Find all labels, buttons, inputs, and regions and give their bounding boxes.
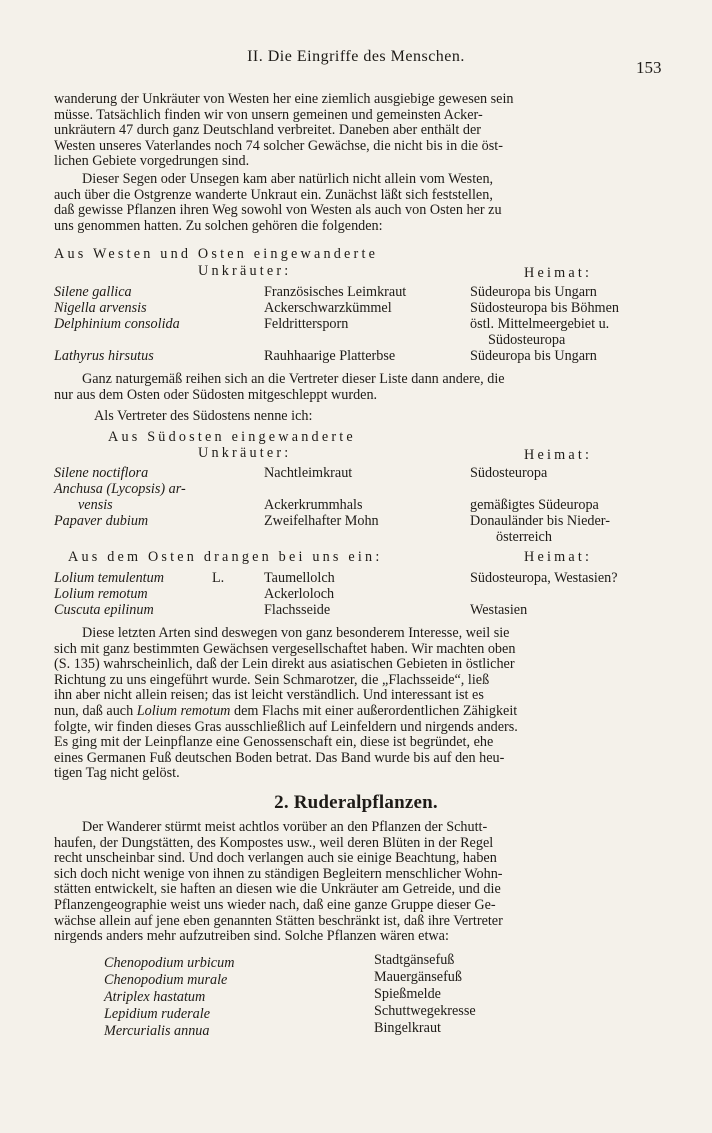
german-name: Ackerloloch	[264, 586, 335, 602]
text-line: auch über die Ostgrenze wanderte Unkraut ein. Zunächst läßt sich feststellen,	[54, 186, 493, 203]
text-line: nur aus dem Osten oder Südosten mitgeschleppt wurden.	[54, 386, 378, 403]
text-line: Dieser Segen oder Unsegen kam aber natürlich nicht allein vom Westen,	[82, 171, 494, 187]
paragraph-lolium	[54, 626, 664, 782]
latin-name: Lolium temulentum	[54, 570, 164, 586]
text-line: eines Germanen Fuß deutschen Boden betrat. Das Band wurde bis auf den heu-	[54, 749, 505, 766]
table-heading: Aus Südosten eingewanderte	[108, 429, 356, 445]
latin-name: Lathyrus hirsutus	[54, 348, 154, 364]
text-run: dem Flachs mit einer außerordentlichen Zähigkeit	[230, 702, 518, 719]
latin-name: Nigella arvensis	[54, 300, 147, 316]
german-name: Flachsseide	[264, 602, 331, 618]
table-row	[0, 285, 712, 301]
section-heading: 2. Ruderalpflanzen.	[274, 792, 438, 813]
german-name: Zweifelhafter Mohn	[264, 513, 379, 529]
page-number: 153	[636, 58, 662, 77]
latin-name: Chenopodium urbicum	[104, 955, 235, 971]
heimat: österreich	[496, 529, 552, 545]
paragraph-continuation	[54, 92, 664, 170]
heimat-label: Heimat:	[524, 549, 593, 565]
latin-name: Lepidium ruderale	[104, 1006, 211, 1022]
paragraph-ruderal	[54, 820, 664, 945]
text-line: sich mit ganz bestimmten Gewächsen vergesellschaftet haben. Wir machten oben	[54, 640, 516, 657]
paragraph-southeast	[54, 409, 664, 425]
latin-name: Lolium remotum	[54, 586, 148, 602]
text-line	[54, 704, 664, 720]
heimat: östl. Mittelmeergebiet u.	[470, 316, 610, 332]
table-row-continuation	[0, 530, 712, 546]
text-line: Als Vertreter des Südostens nenne ich:	[94, 408, 313, 424]
latin-name: Papaver dubium	[54, 513, 149, 529]
text-line: wächse allein auf jene eben genannten Stätten beschränkt ist, daß ihre Vertreter	[54, 912, 503, 929]
text-line: nirgends anders mehr aufzutreiben sind. Solche Pflanzen wären etwa:	[54, 928, 449, 945]
german-name: Stadtgänsefuß	[374, 952, 455, 968]
text-line: lichen Gebiete vorgedrungen sind.	[54, 153, 250, 170]
heimat: Südosteuropa, Westasien?	[470, 570, 618, 586]
text-line: stätten entwickelt, sie haften an diesen wie die Unkräuter am Getreide, und die	[54, 881, 501, 898]
latin-name: Lolium remotum	[136, 702, 231, 719]
text-line: daß gewisse Pflanzen ihren Weg sowohl von Westen als auch von Osten her zu	[54, 202, 502, 219]
text-line: Diese letzten Arten sind deswegen von ganz besonderem Interesse, weil sie	[82, 625, 510, 641]
table-heading: Aus dem Osten drangen bei uns ein:	[68, 549, 383, 565]
heimat: Westasien	[470, 602, 528, 618]
heimat: Südosteuropa	[470, 465, 548, 481]
table-row	[0, 603, 712, 619]
heimat-label: Heimat:	[524, 447, 593, 463]
latin-name: Atriplex hastatum	[104, 989, 206, 1005]
table-row	[0, 317, 712, 333]
running-title: II. Die Eingriffe des Menschen.	[247, 48, 465, 65]
paragraph-east-west	[54, 172, 664, 234]
heimat: gemäßigtes Südeuropa	[470, 497, 599, 513]
heimat: Südeuropa bis Ungarn	[470, 284, 597, 300]
latin-name: Silene noctiflora	[54, 465, 149, 481]
text-line: tigen Tag nicht gelöst.	[54, 765, 180, 782]
latin-name: Cuscuta epilinum	[54, 602, 154, 618]
text-line: uns genommen hatten. Zu solchen gehören die folgenden:	[54, 217, 383, 234]
table-row	[0, 466, 712, 482]
german-name: Schuttwegekresse	[374, 1003, 476, 1019]
text-line: Westen unseres Vaterlandes noch 74 solcher Gewächse, die nicht bis in die öst-	[54, 137, 503, 154]
text-line: Der Wanderer stürmt meist achtlos vorüber an den Pflanzen der Schutt-	[82, 819, 488, 835]
text-line: haufen, der Dungstätten, des Kompostes usw., weil deren Blüten in der Regel	[54, 834, 494, 851]
text-line: müsse. Tatsächlich finden wir von unsern gemeinen und gemeinsten Acker-	[54, 106, 483, 123]
table-row	[0, 349, 712, 365]
text-line: Richtung zu uns eingeführt wurde. Sein Schmarotzer, die „Flachsseide“, ließ	[54, 671, 490, 688]
german-name: Feldrittersporn	[264, 316, 349, 332]
table-row-continuation	[0, 333, 712, 349]
latin-name: Mercurialis annua	[104, 1023, 210, 1039]
text-line: recht unscheinbar sind. Und doch verlangen auch sie einige Beachtung, haben	[54, 850, 497, 867]
table-heading: Unkräuter:	[198, 445, 292, 461]
latin-name: Chenopodium murale	[104, 972, 228, 988]
text-line: (S. 135) wahrscheinlich, daß der Lein direkt aus asiatischen Gebieten in östlicher	[54, 656, 515, 673]
latin-name: Delphinium consolida	[54, 316, 180, 332]
table-row	[0, 482, 712, 498]
text-line: wanderung der Unkräuter von Westen her eine ziemlich ausgiebige gewesen sein	[54, 91, 514, 107]
german-name: Rauhhaarige Platterbse	[264, 348, 396, 364]
table-row	[0, 514, 712, 530]
german-name: Taumellolch	[264, 570, 335, 586]
german-name: Mauergänsefuß	[374, 969, 462, 985]
text-line: unkräutern 47 durch ganz Deutschland verbreitet. Daneben aber enthält der	[54, 122, 482, 139]
text-line: Pflanzengeographie weist uns wieder nach, daß eine ganze Gruppe dieser Ge-	[54, 896, 496, 913]
author-abbrev: L.	[212, 570, 225, 586]
german-name: Ackerkrummhals	[264, 497, 363, 513]
text-line: ihn aber nicht allein reisen; das ist leicht verständlich. Und interessant ist es	[54, 687, 484, 704]
german-name: Ackerschwarzkümmel	[264, 300, 392, 316]
german-name: Spießmelde	[374, 986, 441, 1002]
paragraph-southeast-intro	[54, 372, 664, 403]
table-heading: Unkräuter:	[198, 263, 292, 279]
german-name: Französisches Leimkraut	[264, 284, 407, 300]
heimat-label: Heimat:	[524, 265, 593, 281]
latin-name: Silene gallica	[54, 284, 132, 300]
text-line: Ganz naturgemäß reihen sich an die Vertreter dieser Liste dann andere, die	[82, 371, 505, 387]
heimat: Donauländer bis Nieder-	[470, 513, 610, 529]
table-row	[0, 587, 712, 603]
text-run: nun, daß auch	[54, 702, 137, 719]
german-name: Bingelkraut	[374, 1020, 441, 1036]
text-line: sich doch nicht wenige von ihnen zu ständigen Begleitern menschlicher Wohn-	[54, 865, 503, 882]
heimat: Südosteuropa bis Böhmen	[470, 300, 619, 316]
heimat: Südeuropa bis Ungarn	[470, 348, 597, 364]
table-row-continuation	[0, 498, 712, 514]
heimat: Südosteuropa	[488, 332, 566, 348]
latin-name: Anchusa (Lycopsis) ar-	[54, 481, 186, 497]
table-heading: Aus Westen und Osten eingewanderte	[54, 246, 379, 262]
german-name: Nachtleimkraut	[264, 465, 353, 481]
table-row	[0, 571, 712, 587]
latin-name: vensis	[78, 497, 113, 513]
table-row	[0, 301, 712, 317]
text-line: folgte, wir finden dieses Gras ausschließlich auf Leinfeldern und nirgends anders.	[54, 718, 518, 735]
text-line: Es ging mit der Leinpflanze eine Genossenschaft ein, diese ist begründet, ehe	[54, 734, 494, 751]
